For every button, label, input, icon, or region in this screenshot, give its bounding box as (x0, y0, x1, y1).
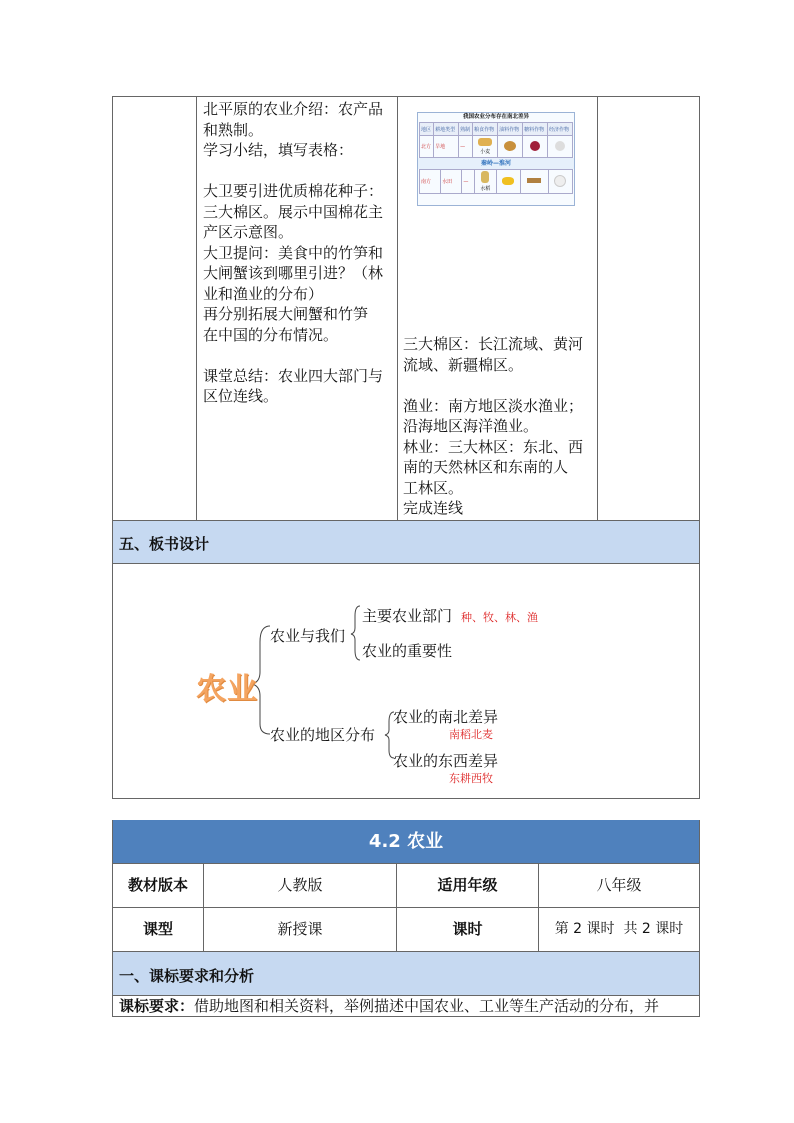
textbook-version-label: 教材版本 (127, 876, 188, 894)
figure-header: 油料作物 (498, 123, 523, 136)
grade-value: 八年级 (596, 876, 642, 894)
info-title-bar (112, 820, 700, 863)
figure-south-label: 南方 (420, 170, 441, 194)
figure-north-crop: 小麦 (480, 149, 491, 155)
note-north-south: 南稻北麦 (449, 728, 493, 741)
figure-header: 经济作物 (548, 123, 573, 136)
figure-header: 糖料作物 (523, 123, 548, 136)
requirement-label: 课标要求： (119, 997, 195, 1015)
board-design-header (113, 521, 699, 563)
branch-agriculture-and-us: 农业与我们 (270, 627, 346, 645)
rapeseed-image (502, 177, 514, 185)
requirement-text: 借助地图和相关资料，举例描述中国农业、工业等生产活动的分布，并 (194, 997, 660, 1015)
figure-north-label: 北方 (420, 136, 434, 158)
crop-distribution-figure: 我国农业分布存在南北差异 地区 耕地类型 熟制 粮食作物 油料作物 糖料作物 经济作物 北方 旱地 — 小麦 秦岭—淮河 南方 水田 — 水稻 (417, 112, 575, 206)
branch-importance: 农业的重要性 (362, 642, 453, 660)
wheat-image (478, 138, 492, 146)
figure-north-type: 旱地 (434, 136, 459, 158)
cotton-image (555, 141, 565, 151)
branch-regional-distribution: 农业的地区分布 (270, 726, 376, 744)
curriculum-section-title: 一、课标要求和分析 (119, 967, 255, 985)
teacher-activity-text: 北平原的农业介绍：农产品 和熟制。 学习小结，填写表格： 大卫要引进优质棉花种子： 三大棉区。展示中国棉花主 产区示意图。 大卫提问：美食中的竹笋和 大闸蟹该到哪里引进？（林 业和渔业的分布） 再分别拓展大闸蟹和竹笋 在中国的分布情况。 课堂总结：农业四大部门与 区位连线。 (203, 100, 384, 405)
figure-divider: 秦岭—淮河 (418, 158, 574, 169)
period-label: 课时 (452, 920, 483, 938)
note-east-west: 东耕西牧 (449, 772, 493, 785)
beet-image (530, 141, 540, 151)
branch-east-west: 农业的东西差异 (393, 752, 499, 770)
curriculum-section-header (113, 952, 699, 995)
grade-label: 适用年级 (437, 876, 498, 894)
period-value: 第 2 课时 共 2 课时 (554, 921, 684, 937)
figure-header: 地区 (420, 123, 434, 136)
figure-south-crop: 水稻 (480, 186, 491, 192)
textbook-version-value: 人教版 (277, 876, 323, 894)
note-sectors: 种、牧、林、渔 (461, 611, 538, 624)
lesson-title: 4.2 农业 (368, 831, 444, 852)
figure-header: 耕地类型 (434, 123, 459, 136)
figure-south-type: 水田 (441, 170, 462, 194)
rice-image (481, 171, 489, 183)
branch-main-sectors: 主要农业部门 (362, 607, 453, 625)
board-design-title: 五、板书设计 (119, 535, 210, 553)
branch-north-south: 农业的南北差异 (393, 708, 499, 726)
student-activity-text: 三大棉区：长江流域、黄河 流域、新疆棉区。 渔业：南方地区淡水渔业； 沿海地区海洋渔业。 林业：三大林区：东北、西 南的天然林区和东南的人 工林区。 完成连线 (403, 335, 584, 517)
peanut-image (504, 141, 516, 151)
figure-title: 我国农业分布存在南北差异 (462, 114, 529, 120)
curriculum-requirement (119, 996, 699, 1016)
figure-header: 粮食作物 (473, 123, 498, 136)
cotton-image (554, 175, 566, 187)
lesson-type-value: 新授课 (277, 920, 323, 938)
mind-map-root: 农业 (196, 672, 258, 707)
lesson-type-label: 课型 (142, 920, 173, 938)
figure-header: 熟制 (459, 123, 473, 136)
sugarcane-image (527, 178, 541, 183)
